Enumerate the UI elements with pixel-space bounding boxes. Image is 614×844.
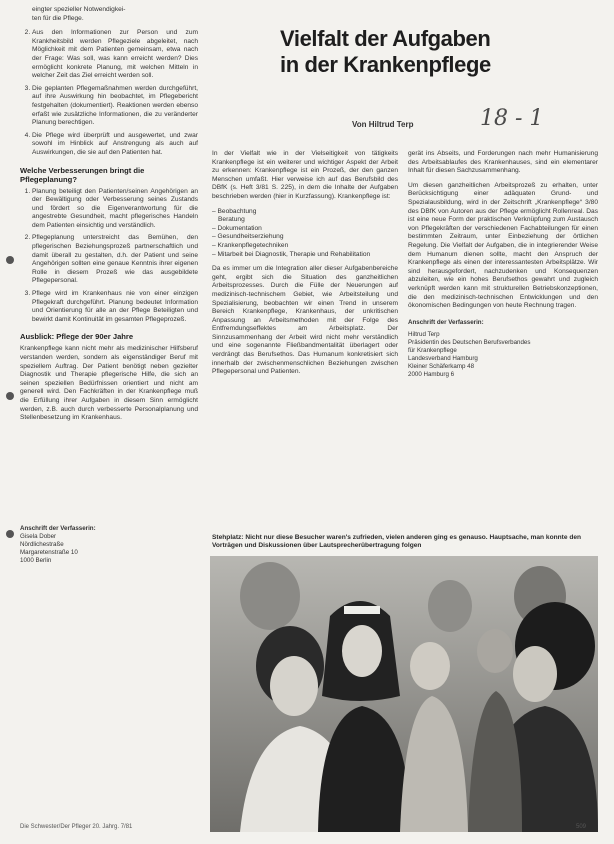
list-item: – Gesundheitserziehung (212, 233, 284, 241)
address-block (20, 525, 198, 565)
list-item: – Mitarbeit bei Diagnostik, Therapie und Rehabilitation (212, 250, 371, 258)
list-item: 1. Planung beteiligt den Patienten/seinen Angehörigen an der Bewältigung oder Verbesserung seines Zustands und fördert so die Eigenverantwortung für die angestrebte Gesundheit, macht pflegerisches Handeln dem Patienten einsichtig und verständlich. (32, 188, 198, 231)
address-block (408, 319, 598, 379)
address-heading: Anschrift der Verfasserin: (20, 524, 96, 532)
right-column (408, 150, 598, 379)
punch-hole (6, 530, 14, 538)
paragraph: Um diesen ganzheitlichen Arbeitsprozeß zu erhalten, unter Berücksichtigung einer adäquaten Grund- und Spezialausbildung, wird in der Zeitschrift „Krankenpflege“ 3/80 des DBfK von Autoren aus der Pflege ermöglicht Rollenreal. Das ist eine neue Form der praktischen Verknüpfung zum Austausch von Pflegekräften der verschiedenen Fachabteilungen für einen bestimmten Zeitraum, unter Einbeziehung der örtlichen Regelung. Die Vielfalt der Aufgaben, die in integrierender Weise dem Humanum dienen sollte, macht den Anspruch der Krankenpflege als einen der interessantesten Arbeitsplätze. Wir sind herausgefordert, nachzudenken und Konsequenzen abzuleiten, wie ein hohes Berufsethos gewahrt und zugleich verknüpft werden kann mit strukturellen Betriebskonzeptionen, die den medizinisch-technischen Entwicklungen und den ökonomischen Bedingungen von heute Rechnung tragen. (408, 181, 598, 310)
intro-fragment: eingter spezieller Notwendigkei- ten für die Pflege. (32, 6, 126, 22)
author-byline: Von Hiltrud Terp (352, 120, 414, 129)
section-heading: Welche Verbesserungen bringt die Pflegeplanung? (20, 165, 145, 184)
tasks-list (212, 208, 398, 260)
punch-hole (6, 392, 14, 400)
list-item: 3. Die geplanten Pflegemaßnahmen werden durchgeführt, auf ihre Auswirkung hin beobachtet, im Pflegebericht festgehalten (dokumentiert). Reaktionen werden ebenso erfaßt wie zusätzliche Informationen, die zu veränderter Planung berechtigen. (32, 85, 198, 128)
address-line: 1000 Berlin (20, 556, 52, 564)
address-line: für Krankenpflege (408, 346, 457, 354)
paragraph: gerät ins Abseits, und Forderungen nach mehr Humanisierung des Arbeitsablaufes des Krankenhauses, sind ein elementarer Inhalt für diesen Sachzusammenhang. (408, 150, 598, 175)
left-column (20, 6, 198, 565)
address-line: Kleiner Schäferkamp 48 (408, 362, 475, 370)
address-line: Hiltrud Terp (408, 330, 440, 338)
footer-source: Die Schwester/Der Pfleger 20. Jahrg. 7/81 (20, 824, 133, 830)
photo-caption: Stehplatz: Nicht nur diese Besucher waren's zufrieden, vielen anderen ging es genauso. Hauptsache, man konnte den Vorträgen und Diskussionen über Lautsprecherübertragung folgen (212, 534, 582, 550)
article-title (280, 26, 580, 78)
address-line: Margaretenstraße 10 (20, 548, 78, 556)
list-item: – Beobachtung (212, 207, 257, 215)
address-line: Gisela Dober (20, 532, 57, 540)
paragraph: In der Vielfalt wie in der Vielseitigkeit von tätigkeits Krankenpflege ist ein weiterer und wichtiger Aspekt der Arbeit zu erkennen: Krankenpflege ist ein Prozeß, der den ganzen Menschen umfaßt. Hier verweise ich auf das Berufsbild des DBfK (s. Heft 3/81 S. 225), in dem die Inhalte der Aufgaben beschrieben werden (hier in Kurzfassung). Krankenpflege ist: (212, 150, 398, 200)
list-item: – Krankenpflegetechniken (212, 241, 289, 249)
address-heading: Anschrift der Verfasserin: (408, 318, 484, 326)
section-heading: Ausblick: Pflege der 90er Jahre (20, 332, 134, 342)
title-line: in der Krankenpflege (280, 52, 491, 77)
handwritten-note: 18 - 1 (480, 106, 544, 131)
list-item: 2. Aus den Informationen zur Person und zum Krankheitsbild werden Pflegeziele abgeleitet, nach Möglichkeit mit dem Patienten gemeinsam, etwa nach der Frage: Was soll, was kann erreicht werden? Dies ermöglicht konkrete Planung, mit welchen Mitteln in welcher Zeit das Ziel erreicht werden soll. (32, 29, 198, 81)
paragraph: Da es immer um die Integration aller dieser Aufgabenbereiche geht, ergibt sich die Situation des ganzheitlichen Arbeitsprozesses. Durch die Fülle der Neuerungen auf medizinisch-technischem Gebiet, wie Arbeitsteilung und Spezialisierung, beobachten wir einen Trend in unserem Bereich Krankenpflege, Krankenhaus, der unkritischen Anpassung an Arbeitsmethoden mit der Folge des Entfremdungseffektes am Arbeitsplatz. Der Sinnzusammenhang der Arbeit wird nicht mehr verständlich und eine sogenannte Fließbandmentalität überlagert oder verdrängt das Berufsethos. Das Humanum konkretisiert sich innerhalb der zwischenmenschlichen Beziehungen zwischen Pflegepersonal und Patienten. (212, 265, 398, 376)
photo-image (210, 556, 598, 832)
process-list (20, 29, 198, 157)
outlook-paragraph: Krankenpflege kann nicht mehr als medizinischer Hilfsberuf verstanden werden, sondern als eigenständiger Beruf mit speziellem Auftrag. Der Patient benötigt neben gezielter Diagnostik und Therapie pflegerische Hilfe, die sich an seinen speziellen Bedürfnissen orientiert und nicht am generell wird. Den Fachkräften in der Krankenpflege muß die Erfüllung ihrer Aufgaben in diesem Sinn ermöglicht werden, z.B. auch durch verbesserte Personalplanung und Stellenbesetzung im Krankenhaus. (20, 345, 198, 422)
list-item: 3. Pflege wird im Krankenhaus nie von einer einzigen Pflegekraft durchgeführt. Planung bedeutet Information und Orientierung für alle an der Pflege Beteiligten und bewirkt damit Kontinuität im gesamten Pflegeprozeß. (32, 290, 198, 324)
address-line: Nördlichestraße (20, 540, 64, 548)
list-item: 2. Pflegeplanung unterstreicht das Bemühen, den pflegerischen Beziehungsprozeß partnerschaftlich und damit überall zu gestalten, d.h. der Patient und seine Angehörigen sollten eine genaue Kenntnis ihrer eigenen Rolle in diesem Prozeß wie das ausgebildete Pflegepersonal. (32, 234, 198, 286)
punch-hole (6, 256, 14, 264)
page-number: 509 (576, 824, 587, 830)
improvements-list (20, 188, 198, 325)
list-item: 4. Die Pflege wird überprüft und ausgewertet, und zwar sowohl im Hinblick auf Anstrengung als auch auf Auswirkungen, die sie auf den Patienten hat. (32, 132, 198, 158)
address-line: Landesverband Hamburg (408, 354, 478, 362)
photo-audience (210, 556, 598, 832)
address-line: Präsidentin des Deutschen Berufsverbandes (408, 338, 531, 346)
list-item: Beratung (218, 216, 245, 224)
list-item: – Dokumentation (212, 224, 262, 232)
middle-column (212, 150, 398, 383)
address-line: 2000 Hamburg 6 (408, 370, 455, 378)
title-line: Vielfalt der Aufgaben (280, 26, 491, 51)
